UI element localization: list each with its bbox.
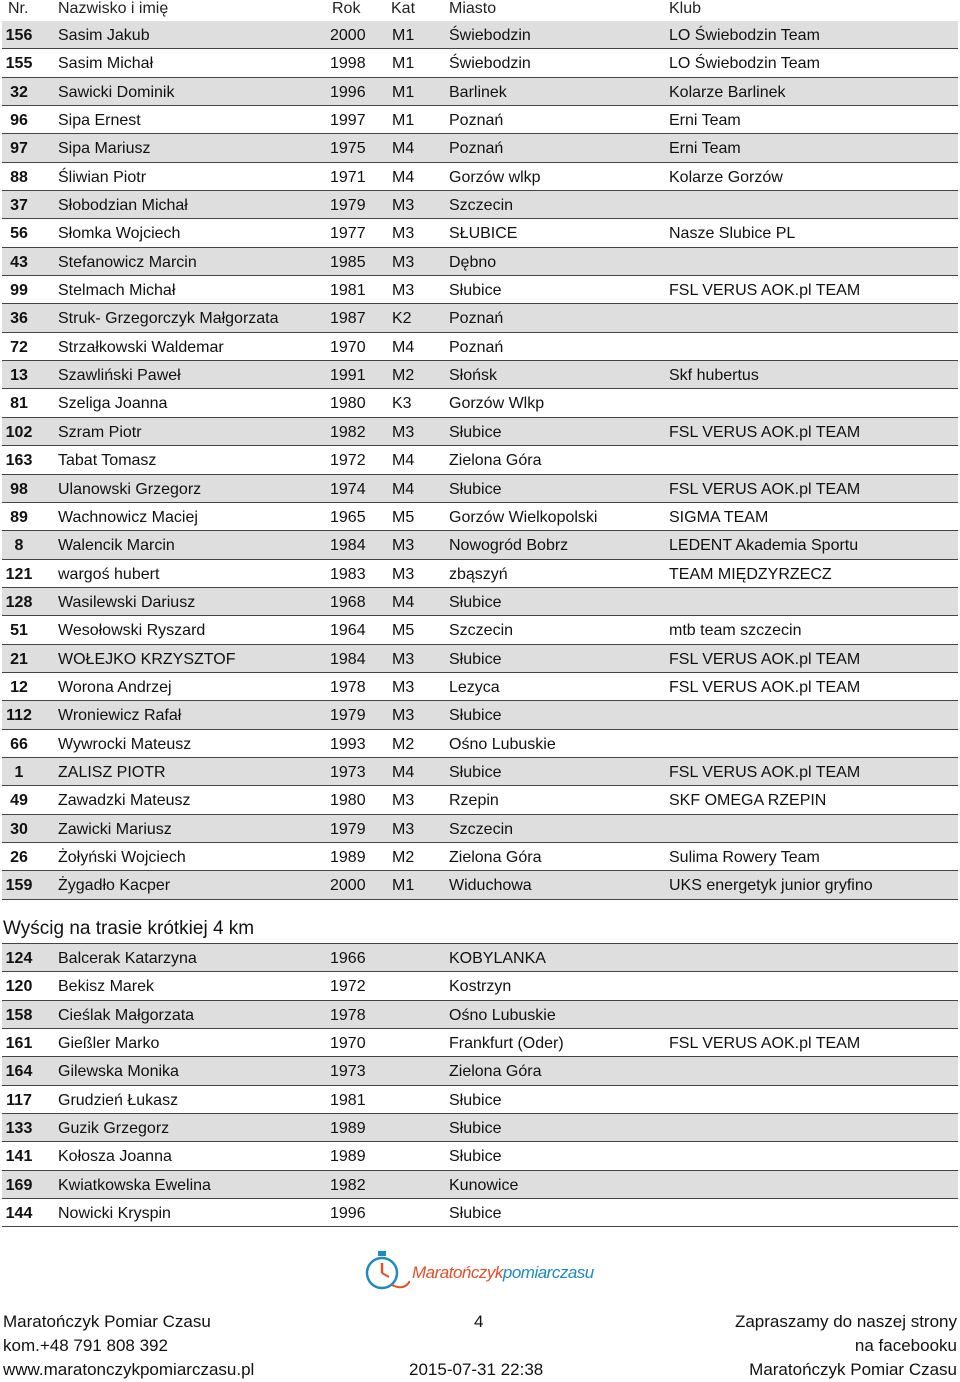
stopwatch-icon: [362, 1247, 410, 1291]
table-row: [2, 871, 958, 899]
row-club: FSL VERUS AOK.pl TEAM: [669, 423, 861, 441]
row-city: SŁUBICE: [449, 225, 518, 243]
row-nr: 26: [10, 848, 28, 866]
row-club: FSL VERUS AOK.pl TEAM: [669, 480, 861, 498]
row-year: 1981: [330, 1091, 366, 1109]
row-year: 1998: [330, 55, 366, 73]
row-club: LEDENT Akademia Sportu: [669, 537, 859, 555]
row-city: Słońsk: [449, 367, 498, 385]
row-name: Sipa Mariusz: [58, 140, 151, 158]
footer-datetime: 2015-07-31 22:38: [409, 1360, 544, 1379]
row-city: Słubice: [449, 707, 502, 725]
row-city: Zielona Góra: [449, 452, 542, 470]
row-name: Struk- Grzegorczyk Małgorzata: [58, 310, 279, 328]
row-name: wargoś hubert: [58, 565, 160, 583]
row-nr: 49: [10, 792, 28, 810]
row-club: LO Świebodzin Team: [669, 55, 820, 73]
row-nr: 161: [5, 1035, 33, 1053]
table-row: [2, 304, 958, 332]
row-city: zbąszyń: [449, 565, 508, 583]
results-table-main: [2, 21, 958, 900]
row-year: 1970: [330, 1035, 366, 1053]
table-row: [2, 446, 958, 474]
row-nr: 98: [10, 480, 28, 498]
row-city: Ośno Lubuskie: [449, 735, 556, 753]
row-city: Słubice: [449, 1091, 502, 1109]
row-name: Balcerak Katarzyna: [58, 950, 197, 967]
table-row: [2, 163, 958, 191]
row-city: Gorzów wlkp: [449, 168, 541, 186]
row-year: 1970: [330, 338, 366, 356]
footer-phone: kom.+48 791 808 392: [3, 1336, 168, 1355]
row-nr: 21: [10, 650, 28, 668]
table-row: [2, 645, 958, 673]
row-city: Dębno: [449, 253, 497, 271]
row-club: FSL VERUS AOK.pl TEAM: [669, 282, 861, 300]
row-nr: 51: [10, 622, 28, 640]
row-name: Worona Andrzej: [58, 678, 172, 696]
row-city: Słubice: [449, 1148, 502, 1166]
row-city: Słubice: [449, 423, 502, 441]
row-city: Słubice: [449, 480, 502, 498]
row-club: mtb team szczecin: [669, 622, 802, 640]
row-club: TEAM MIĘDZYRZECZ: [669, 565, 832, 583]
row-category: M3: [392, 253, 415, 271]
row-name: Kołosza Joanna: [58, 1148, 172, 1166]
row-name: Cieślak Małgorzata: [58, 1006, 195, 1024]
table-row: [2, 531, 958, 559]
table-row: [2, 730, 958, 758]
table-row: [2, 701, 958, 729]
table-row: [2, 1142, 958, 1170]
table-row: [2, 191, 958, 219]
row-name: Słomka Wojciech: [58, 225, 181, 243]
row-name: Śliwian Piotr: [58, 168, 147, 186]
table-row: [2, 49, 958, 77]
row-category: M4: [392, 338, 415, 356]
table-row: [2, 1199, 958, 1227]
row-year: 1989: [330, 848, 366, 866]
table-row: [2, 418, 958, 446]
row-category: M4: [392, 452, 415, 470]
row-city: Szczecin: [449, 622, 514, 640]
section-title: Wyścig na trasie krótkiej 4 km: [3, 918, 255, 939]
row-name: Szawliński Paweł: [58, 367, 181, 385]
row-year: 1996: [330, 83, 366, 101]
row-club: Skf hubertus: [669, 367, 759, 385]
row-nr: 163: [5, 452, 33, 470]
row-city: Słubice: [449, 650, 502, 668]
row-year: 1984: [330, 650, 366, 668]
row-city: Słubice: [449, 282, 502, 300]
row-city: KOBYLANKA: [449, 950, 546, 967]
table-row: [2, 21, 958, 49]
row-category: M3: [392, 537, 415, 555]
row-club: Erni Team: [669, 140, 741, 158]
row-category: M4: [392, 168, 415, 186]
row-nr: 1: [14, 763, 24, 781]
table-row: [2, 389, 958, 417]
row-nr: 169: [5, 1176, 33, 1194]
row-year: 1978: [330, 678, 366, 696]
row-category: K2: [392, 310, 412, 328]
row-year: 1996: [330, 1205, 366, 1223]
row-year: 1989: [330, 1120, 366, 1138]
row-name: Sawicki Dominik: [58, 83, 175, 101]
row-category: M3: [392, 225, 415, 243]
row-club: UKS energetyk junior gryfino: [669, 877, 873, 895]
row-category: M3: [392, 423, 415, 441]
row-name: Ulanowski Grzegorz: [58, 480, 202, 498]
row-year: 1982: [330, 1176, 366, 1194]
logo-part1: Maratończyk: [412, 1263, 503, 1282]
row-year: 1987: [330, 310, 366, 328]
row-city: Zielona Góra: [449, 848, 542, 866]
table-row: [2, 1001, 958, 1029]
row-year: 1968: [330, 593, 366, 611]
row-name: Nowicki Kryspin: [58, 1205, 171, 1223]
row-year: 1965: [330, 508, 366, 526]
row-name: Gießler Marko: [58, 1035, 160, 1053]
row-name: Tabat Tomasz: [58, 452, 157, 470]
row-category: M3: [392, 650, 415, 668]
row-category: K3: [392, 395, 412, 413]
row-nr: 43: [10, 253, 28, 271]
row-category: M2: [392, 735, 415, 753]
table-row: [2, 1171, 958, 1199]
row-category: M1: [392, 877, 415, 895]
table-row: [2, 134, 958, 162]
row-year: 1974: [330, 480, 366, 498]
row-nr: 66: [10, 735, 28, 753]
row-year: 1993: [330, 735, 366, 753]
row-category: M2: [392, 848, 415, 866]
row-city: Ośno Lubuskie: [449, 1006, 556, 1024]
table-row: [2, 758, 958, 786]
table-row: [2, 1029, 958, 1057]
table-row: [2, 843, 958, 871]
row-nr: 88: [10, 168, 28, 186]
row-nr: 36: [10, 310, 28, 328]
row-category: M3: [392, 282, 415, 300]
row-nr: 99: [10, 282, 28, 300]
row-year: 1972: [330, 978, 366, 996]
row-category: M2: [392, 367, 415, 385]
row-city: Słubice: [449, 1120, 502, 1138]
table-row: [2, 503, 958, 531]
row-name: Walencik Marcin: [58, 537, 175, 555]
table-header: [0, 0, 960, 21]
row-nr: 97: [10, 140, 28, 158]
row-name: Sasim Jakub: [58, 27, 150, 44]
footer-invite: Zapraszamy do naszej strony: [734, 1312, 957, 1331]
row-nr: 159: [5, 877, 33, 895]
row-nr: 155: [5, 55, 33, 73]
footer-facebook[interactable]: na facebooku: [854, 1336, 957, 1355]
row-nr: 124: [5, 950, 33, 967]
row-year: 1979: [330, 707, 366, 725]
logo-part2: pomiarczasu: [502, 1263, 594, 1282]
row-category: M1: [392, 112, 415, 130]
row-name: Stefanowicz Marcin: [58, 253, 197, 271]
row-year: 2000: [330, 877, 366, 895]
row-nr: 141: [5, 1148, 33, 1166]
row-name: Wroniewicz Rafał: [58, 707, 182, 725]
row-club: LO Świebodzin Team: [669, 27, 820, 44]
row-nr: 112: [6, 707, 32, 725]
row-name: Słobodzian Michał: [58, 197, 188, 215]
row-nr: 102: [5, 423, 33, 441]
row-nr: 117: [6, 1091, 32, 1109]
results-table-short: [2, 944, 958, 1227]
row-category: M4: [392, 593, 415, 611]
row-year: 1985: [330, 253, 366, 271]
row-category: M4: [392, 480, 415, 498]
row-city: Zielona Góra: [449, 1063, 542, 1081]
row-city: Rzepin: [449, 792, 499, 810]
table-row: [2, 588, 958, 616]
table-row: [2, 1114, 958, 1142]
table-row: [2, 333, 958, 361]
table-row: [2, 815, 958, 843]
row-nr: 120: [5, 978, 33, 996]
row-name: Wachnowicz Maciej: [58, 508, 198, 526]
row-nr: 164: [5, 1063, 33, 1081]
row-year: 1981: [330, 282, 366, 300]
row-city: Słubice: [449, 763, 502, 781]
row-city: Widuchowa: [449, 877, 532, 895]
table-row: [2, 616, 958, 644]
table-row: [2, 786, 958, 814]
row-city: Szczecin: [449, 820, 514, 838]
row-category: M4: [392, 763, 415, 781]
row-year: 1984: [330, 537, 366, 555]
table-row: [2, 361, 958, 389]
header-rok: Rok: [332, 0, 361, 17]
row-city: Poznań: [449, 112, 504, 130]
row-name: Kwiatkowska Ewelina: [58, 1176, 211, 1194]
row-city: Kostrzyn: [449, 978, 512, 996]
row-year: 1982: [330, 423, 366, 441]
row-nr: 8: [14, 537, 24, 555]
row-nr: 13: [10, 367, 28, 385]
row-name: Wesołowski Ryszard: [58, 622, 206, 640]
row-city: Słubice: [449, 1205, 502, 1223]
row-club: FSL VERUS AOK.pl TEAM: [669, 650, 861, 668]
row-year: 2000: [330, 27, 366, 44]
row-club: Erni Team: [669, 112, 741, 130]
row-city: Świebodzin: [449, 55, 531, 73]
header-kat: Kat: [391, 0, 416, 17]
row-nr: 56: [10, 225, 28, 243]
row-club: Kolarze Gorzów: [669, 168, 783, 186]
table-row: [2, 673, 958, 701]
row-city: Nowogród Bobrz: [449, 537, 569, 555]
row-year: 1983: [330, 565, 366, 583]
row-nr: 144: [5, 1205, 33, 1223]
row-year: 1973: [330, 763, 366, 781]
row-nr: 156: [5, 27, 33, 44]
row-name: Sasim Michał: [58, 55, 154, 73]
row-category: M3: [392, 820, 415, 838]
row-name: Bekisz Marek: [58, 978, 155, 996]
row-club: SIGMA TEAM: [669, 508, 769, 526]
row-city: Słubice: [449, 593, 502, 611]
row-club: FSL VERUS AOK.pl TEAM: [669, 1035, 861, 1053]
row-year: 1979: [330, 820, 366, 838]
table-row: [2, 1086, 958, 1114]
header-city: Miasto: [449, 0, 497, 17]
row-club: FSL VERUS AOK.pl TEAM: [669, 678, 861, 696]
row-name: Grudzień Łukasz: [58, 1091, 179, 1109]
row-category: M5: [392, 508, 415, 526]
row-name: WOŁEJKO KRZYSZTOF: [58, 650, 236, 668]
row-nr: 89: [10, 508, 28, 526]
row-category: M3: [392, 197, 415, 215]
row-city: Frankfurt (Oder): [449, 1035, 564, 1053]
row-name: Strzałkowski Waldemar: [58, 338, 224, 356]
row-city: Poznań: [449, 140, 504, 158]
table-row: [2, 475, 958, 503]
row-year: 1978: [330, 1006, 366, 1024]
row-club: Sulima Rowery Team: [669, 848, 820, 866]
row-name: Żołyński Wojciech: [58, 848, 186, 866]
row-name: Stelmach Michał: [58, 282, 176, 300]
row-year: 1966: [330, 950, 366, 967]
table-row: [2, 1057, 958, 1085]
row-year: 1979: [330, 197, 366, 215]
row-category: M1: [392, 27, 415, 44]
row-name: Sipa Ernest: [58, 112, 141, 130]
row-nr: 12: [10, 678, 28, 696]
row-city: Poznań: [449, 310, 504, 328]
row-city: Gorzów Wlkp: [449, 395, 545, 413]
row-year: 1964: [330, 622, 366, 640]
row-name: Szeliga Joanna: [58, 395, 168, 413]
row-year: 1973: [330, 1063, 366, 1081]
row-category: M4: [392, 140, 415, 158]
footer-company: Maratończyk Pomiar Czasu: [3, 1312, 211, 1331]
row-nr: 96: [10, 112, 28, 130]
row-category: M1: [392, 55, 415, 73]
row-city: Świebodzin: [449, 27, 531, 44]
row-year: 1980: [330, 395, 366, 413]
row-year: 1977: [330, 225, 366, 243]
row-nr: 158: [5, 1006, 33, 1024]
row-year: 1989: [330, 1148, 366, 1166]
row-city: Barlinek: [449, 83, 507, 101]
row-nr: 32: [10, 83, 28, 101]
row-name: Zawadzki Mateusz: [58, 792, 191, 810]
row-category: M3: [392, 565, 415, 583]
footer-website[interactable]: www.maratonczykpomiarczasu.pl: [3, 1360, 255, 1379]
row-nr: 121: [5, 565, 33, 583]
row-nr: 128: [5, 593, 33, 611]
header-nr: Nr.: [8, 0, 29, 17]
row-name: ZALISZ PIOTR: [58, 763, 166, 781]
table-row: [2, 972, 958, 1000]
row-category: M3: [392, 792, 415, 810]
row-year: 1991: [330, 367, 366, 385]
row-nr: 72: [10, 338, 28, 356]
footer-page-number: 4: [474, 1312, 484, 1331]
row-club: SKF OMEGA RZEPIN: [669, 792, 827, 810]
row-nr: 81: [10, 395, 28, 413]
row-nr: 37: [10, 197, 28, 215]
row-category: M3: [392, 707, 415, 725]
table-row: [2, 219, 958, 247]
row-year: 1997: [330, 112, 366, 130]
row-category: M3: [392, 678, 415, 696]
row-name: Gilewska Monika: [58, 1063, 179, 1081]
row-city: Szczecin: [449, 197, 514, 215]
row-nr: 133: [5, 1120, 33, 1138]
table-row: [2, 106, 958, 134]
table-row: [2, 560, 958, 588]
row-club: Nasze Slubice PL: [669, 225, 796, 243]
row-year: 1980: [330, 792, 366, 810]
table-row: [2, 78, 958, 106]
table-row: [2, 276, 958, 304]
footer-brand: Maratończyk Pomiar Czasu: [749, 1360, 957, 1379]
row-club: Kolarze Barlinek: [669, 83, 786, 101]
row-nr: 30: [10, 820, 28, 838]
row-category: M1: [392, 83, 415, 101]
row-year: 1972: [330, 452, 366, 470]
row-city: Kunowice: [449, 1176, 519, 1194]
header-club: Klub: [669, 0, 702, 17]
logo-text: [412, 1263, 594, 1283]
row-city: Gorzów Wielkopolski: [449, 508, 598, 526]
row-year: 1971: [330, 168, 366, 186]
row-year: 1975: [330, 140, 366, 158]
row-category: M5: [392, 622, 415, 640]
row-name: Wywrocki Mateusz: [58, 735, 192, 753]
row-name: Żygadło Kacper: [58, 877, 171, 895]
row-name: Guzik Grzegorz: [58, 1120, 170, 1138]
row-name: Szram Piotr: [58, 423, 142, 441]
row-club: FSL VERUS AOK.pl TEAM: [669, 763, 861, 781]
brand-logo: [362, 1247, 602, 1291]
table-row: [2, 248, 958, 276]
table-row: [2, 944, 958, 972]
header-name: Nazwisko i imię: [58, 0, 169, 17]
row-city: Poznań: [449, 338, 504, 356]
row-city: Lezyca: [449, 678, 500, 696]
row-name: Zawicki Mariusz: [58, 820, 172, 838]
row-name: Wasilewski Dariusz: [58, 593, 196, 611]
